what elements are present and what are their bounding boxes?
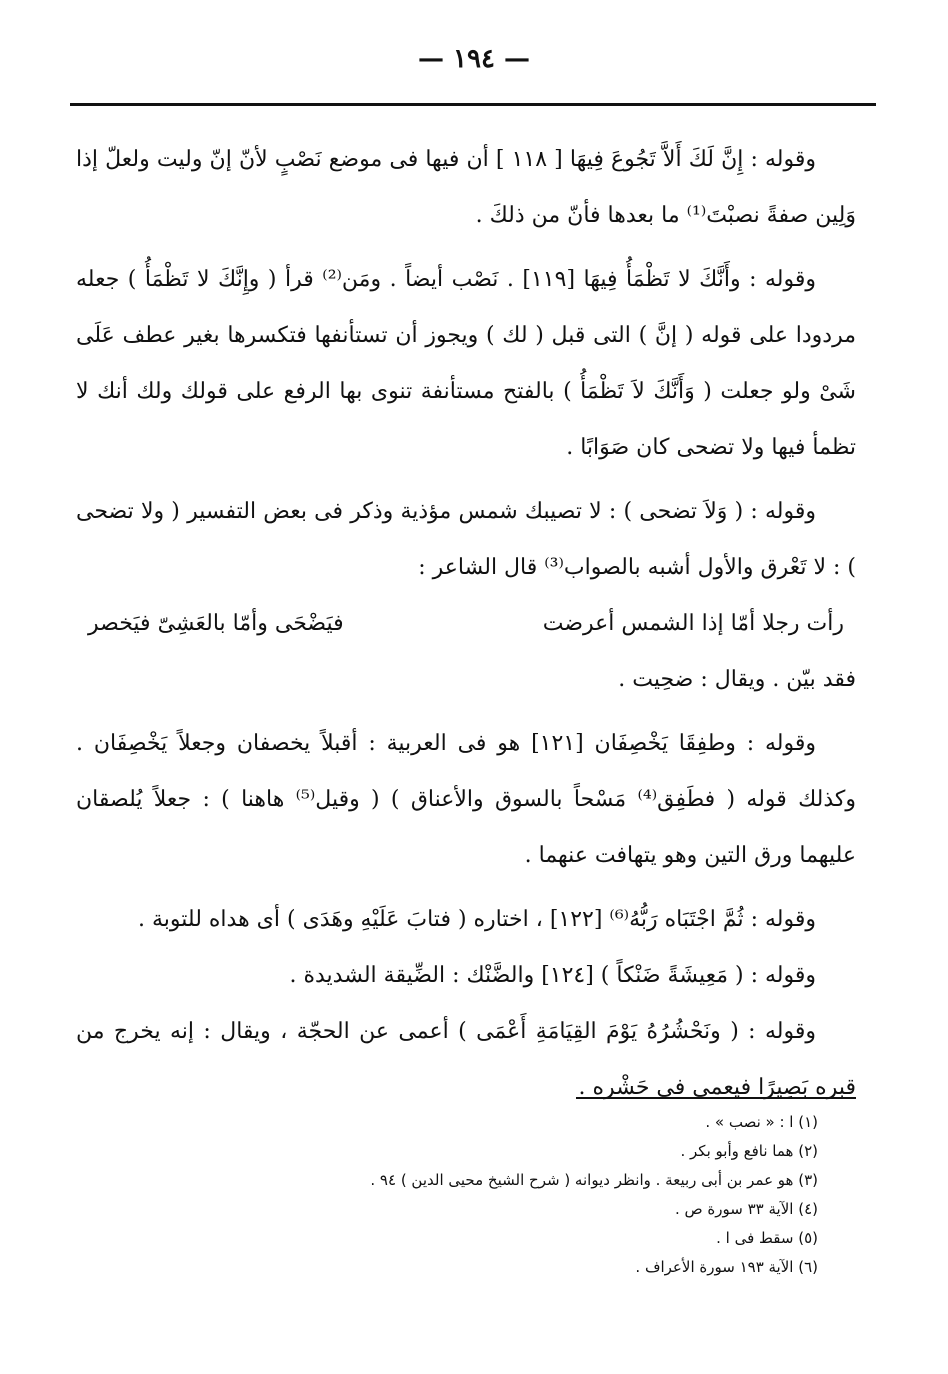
paragraph-6: وقوله : ( مَعِيشَةً ضَنْكاً ) [١٢٤] والضَّنْك : الضِّيقة الشديدة . xyxy=(289,963,816,988)
paragraph-7: وقوله : ( ونَحْشُرُهُ يَوْمَ القِيَامَةِ أَعْمَى ) أعمى عن الحجّة ، ويقال : إنه يخرج من قبره بَصِيرًا فيعمى فى حَشْره . xyxy=(76,1019,856,1100)
footnotes xyxy=(76,1108,818,1282)
footnote-5: (٥) سقط فى ا . xyxy=(716,1229,818,1247)
footnote-4: (٤) الآية ٣٣ سورة ص . xyxy=(674,1200,818,1218)
footnote-3: (٣) هو عمر بن أبى ربيعة . وانظر ديوانه ( شرح الشيخ محيى الدين ) ٩٤ . xyxy=(370,1171,818,1189)
page-number: — ١٩٤ — xyxy=(417,44,531,74)
poem-verse xyxy=(76,596,856,652)
verse-first-hemistich: رأت رجلا أمّا إذا الشمس أعرضت xyxy=(542,611,844,636)
paragraph-4: وقوله : وطفِقَا يَخْصِفَان [١٢١] هو فى العربية : أقبلاً يخصفان وجعلاً يَخْصِفَان . وكذلك قوله ( فطَفِق⁽⁴⁾ مَسْحاً بالسوق والأعناق ) ( وقيل⁽⁵⁾ هاهنا ) : جعلاً يُلصقان عليهما ورق التين وهو يتهافت عنهما . xyxy=(76,731,856,868)
paragraph-5: وقوله : ثُمَّ اجْتَبَاه رَبُّهُ⁽⁶⁾ [١٢٢] ، اختاره ( فتابَ عَلَيْهِ وهَدَى ) أى هداه للتوبة . xyxy=(138,907,816,932)
paragraph-1: وقوله : إِنَّ لَكَ أَلاَّ تَجُوعَ فِيهَا [ ١١٨ ] أن فيها فى موضع نَصْبٍ لأنّ إنّ وليت ولعلّ إذا وَلِين صفةً نصبْتَ⁽¹⁾ ما بعدها فأنّ من ذلكَ . xyxy=(76,147,856,228)
verse-second-hemistich: فيَضْحَى وأمّا بالعَشِىّ فيَخصر xyxy=(88,611,344,636)
footnote-rule xyxy=(576,1097,856,1099)
paragraph-2: وقوله : وأَنَّكَ لا تَظْمَأُ فِيهَا [١١٩] . نَصْب أيضاً . ومَن⁽²⁾ قرأ ( وإِنَّكَ لا تَظْمَأُ ) جعله مردودا على قوله ( إنَّ ) التى قبل ( لك ) ويجوز أن تستأنفها فتكسرها بغير عطف عَلَى شَىْ ولو جعلت ( وَأَنَّكَ لاَ تَظْمَأُ ) بالفتح مستأنفة تنوى بها الرفع على قولك ولك أنك لا تظمأ فيها ولا تضحى كان صَوَابًا . xyxy=(76,267,856,460)
header-rule xyxy=(70,103,876,106)
paragraph-3: وقوله : ( وَلاَ تضحى ) : لا تصيبك شمس مؤذية وذكر فى بعض التفسير ( ولا تضحى ) : لا تَعْرق والأول أشبه بالصواب⁽³⁾ قال الشاعر : xyxy=(76,499,856,580)
footnote-1: (١) ا : « نصب » . xyxy=(705,1113,818,1131)
paragraph-after-verse: فقد بيّن . ويقال : ضحِيت . xyxy=(618,667,856,692)
footnote-2: (٢) هما نافع وأبو بكر . xyxy=(680,1142,818,1160)
main-text xyxy=(76,132,856,1116)
footnote-6: (٦) الآية ١٩٣ سورة الأعراف . xyxy=(635,1258,818,1276)
